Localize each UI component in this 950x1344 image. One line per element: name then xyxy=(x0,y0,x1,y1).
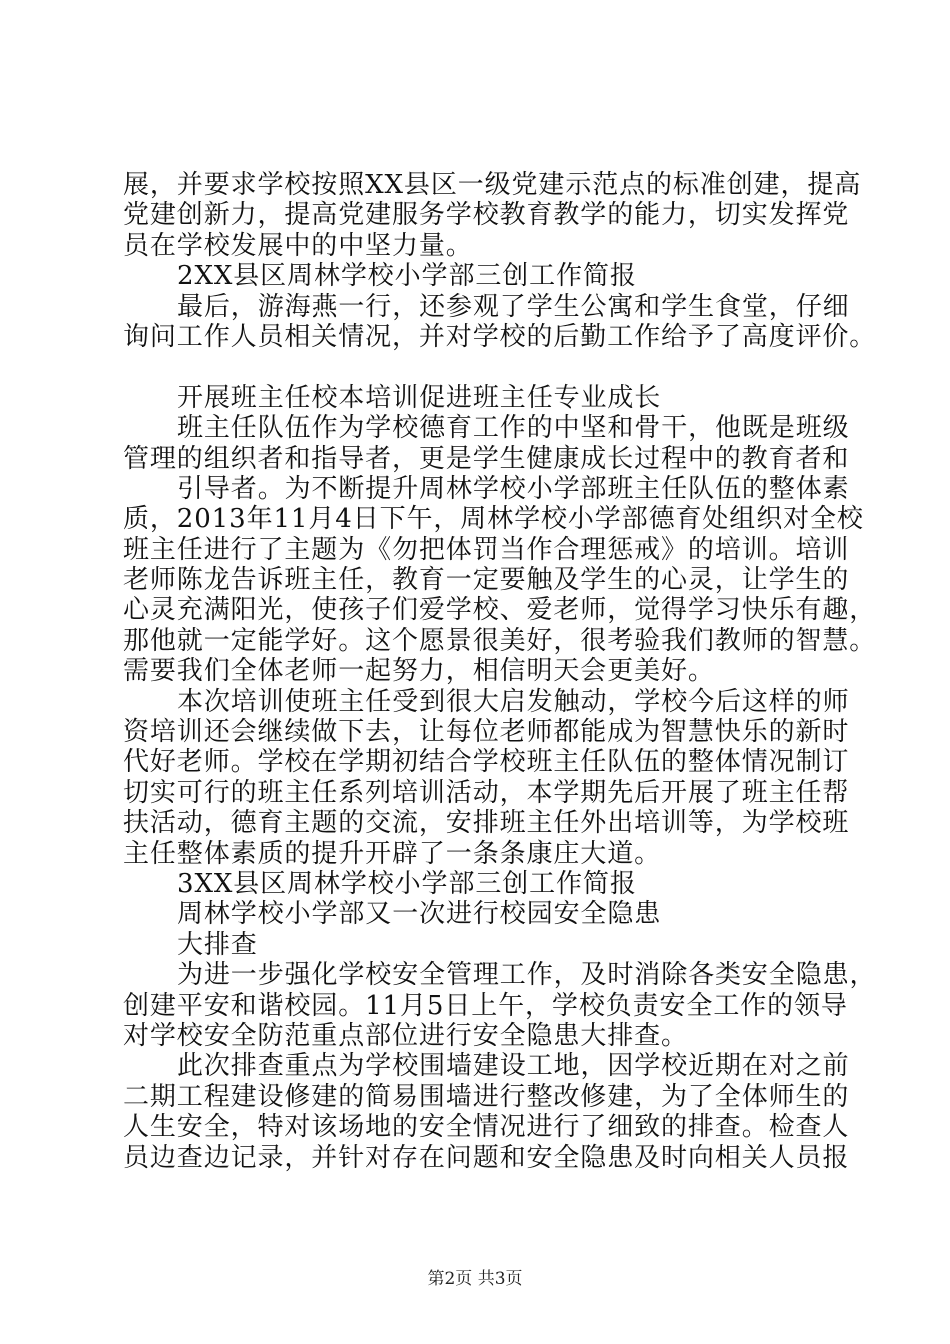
text-line: 为进一步强化学校安全管理工作，及时消除各类安全隐患， xyxy=(177,960,877,991)
text-line: 大排查 xyxy=(177,929,258,960)
text-line: 二期工程建设修建的简易围墙进行整改修建，为了全体师生的 xyxy=(123,1081,850,1112)
text-line: 创建平安和谐校园。11月5日上午，学校负责安全工作的领导 xyxy=(123,990,848,1021)
text-line: 员边查边记录，并针对存在问题和安全隐患及时向相关人员报 xyxy=(123,1142,850,1173)
text-line: 员在学校发展中的中坚力量。 xyxy=(123,230,473,261)
text-line: 扶活动，德育主题的交流，安排班主任外出培训等，为学校班 xyxy=(123,808,850,839)
text-line: 展，并要求学校按照XX县区一级党建示范点的标准创建，提高 xyxy=(123,170,862,200)
text-line: 主任整体素质的提升开辟了一条条康庄大道。 xyxy=(123,838,662,869)
text-line xyxy=(123,352,833,382)
text-line: 班主任队伍作为学校德育工作的中坚和骨干，他既是班级 xyxy=(177,413,850,444)
page-number-label: 第2页 共3页 xyxy=(427,1269,523,1289)
text-line: 对学校安全防范重点部位进行安全隐患大排查。 xyxy=(123,1020,688,1051)
text-line: 询问工作人员相关情况，并对学校的后勤工作给予了高度评价。 xyxy=(123,321,877,352)
text-line: 引导者。为不断提升周林学校小学部班主任队伍的整体素 xyxy=(177,473,850,504)
text-line: 心灵充满阳光，使孩子们爱学校、爱老师，觉得学习快乐有趣， xyxy=(123,595,877,626)
text-line: 老师陈龙告诉班主任，教育一定要触及学生的心灵，让学生的 xyxy=(123,565,850,596)
text-line: 切实可行的班主任系列培训活动，本学期先后开展了班主任帮 xyxy=(123,777,850,808)
text-line: 开展班主任校本培训促进班主任专业成长 xyxy=(177,382,662,413)
text-line: 班主任进行了主题为《勿把体罚当作合理惩戒》的培训。培训 xyxy=(123,534,850,565)
document-body xyxy=(123,170,877,1173)
text-line: 质，2013年11月4日下午，周林学校小学部德育处组织对全校 xyxy=(123,504,864,535)
text-line: 资培训还会继续做下去，让每位老师都能成为智慧快乐的新时 xyxy=(123,717,850,748)
text-line: 3XX县区周林学校小学部三创工作简报 xyxy=(177,868,637,899)
page-footer xyxy=(0,1269,950,1289)
text-line: 那他就一定能学好。这个愿景很美好，很考验我们教师的智慧。 xyxy=(123,625,877,656)
text-line: 周林学校小学部又一次进行校园安全隐患 xyxy=(177,899,662,930)
text-line: 党建创新力，提高党建服务学校教育教学的能力，切实发挥党 xyxy=(123,200,850,231)
text-line: 2XX县区周林学校小学部三创工作简报 xyxy=(177,261,637,292)
text-line: 需要我们全体老师一起努力，相信明天会更美好。 xyxy=(123,656,715,687)
text-line: 最后，游海燕一行，还参观了学生公寓和学生食堂，仔细 xyxy=(177,291,850,322)
text-line: 管理的组织者和指导者，更是学生健康成长过程中的教育者和 xyxy=(123,443,850,474)
text-line: 人生安全，特对该场地的安全情况进行了细致的排查。检查人 xyxy=(123,1112,850,1143)
text-line: 代好老师。学校在学期初结合学校班主任队伍的整体情况制订 xyxy=(123,747,850,778)
text-line: 此次排查重点为学校围墙建设工地，因学校近期在对之前 xyxy=(177,1051,850,1082)
text-line: 本次培训使班主任受到很大启发触动，学校今后这样的师 xyxy=(177,686,850,717)
